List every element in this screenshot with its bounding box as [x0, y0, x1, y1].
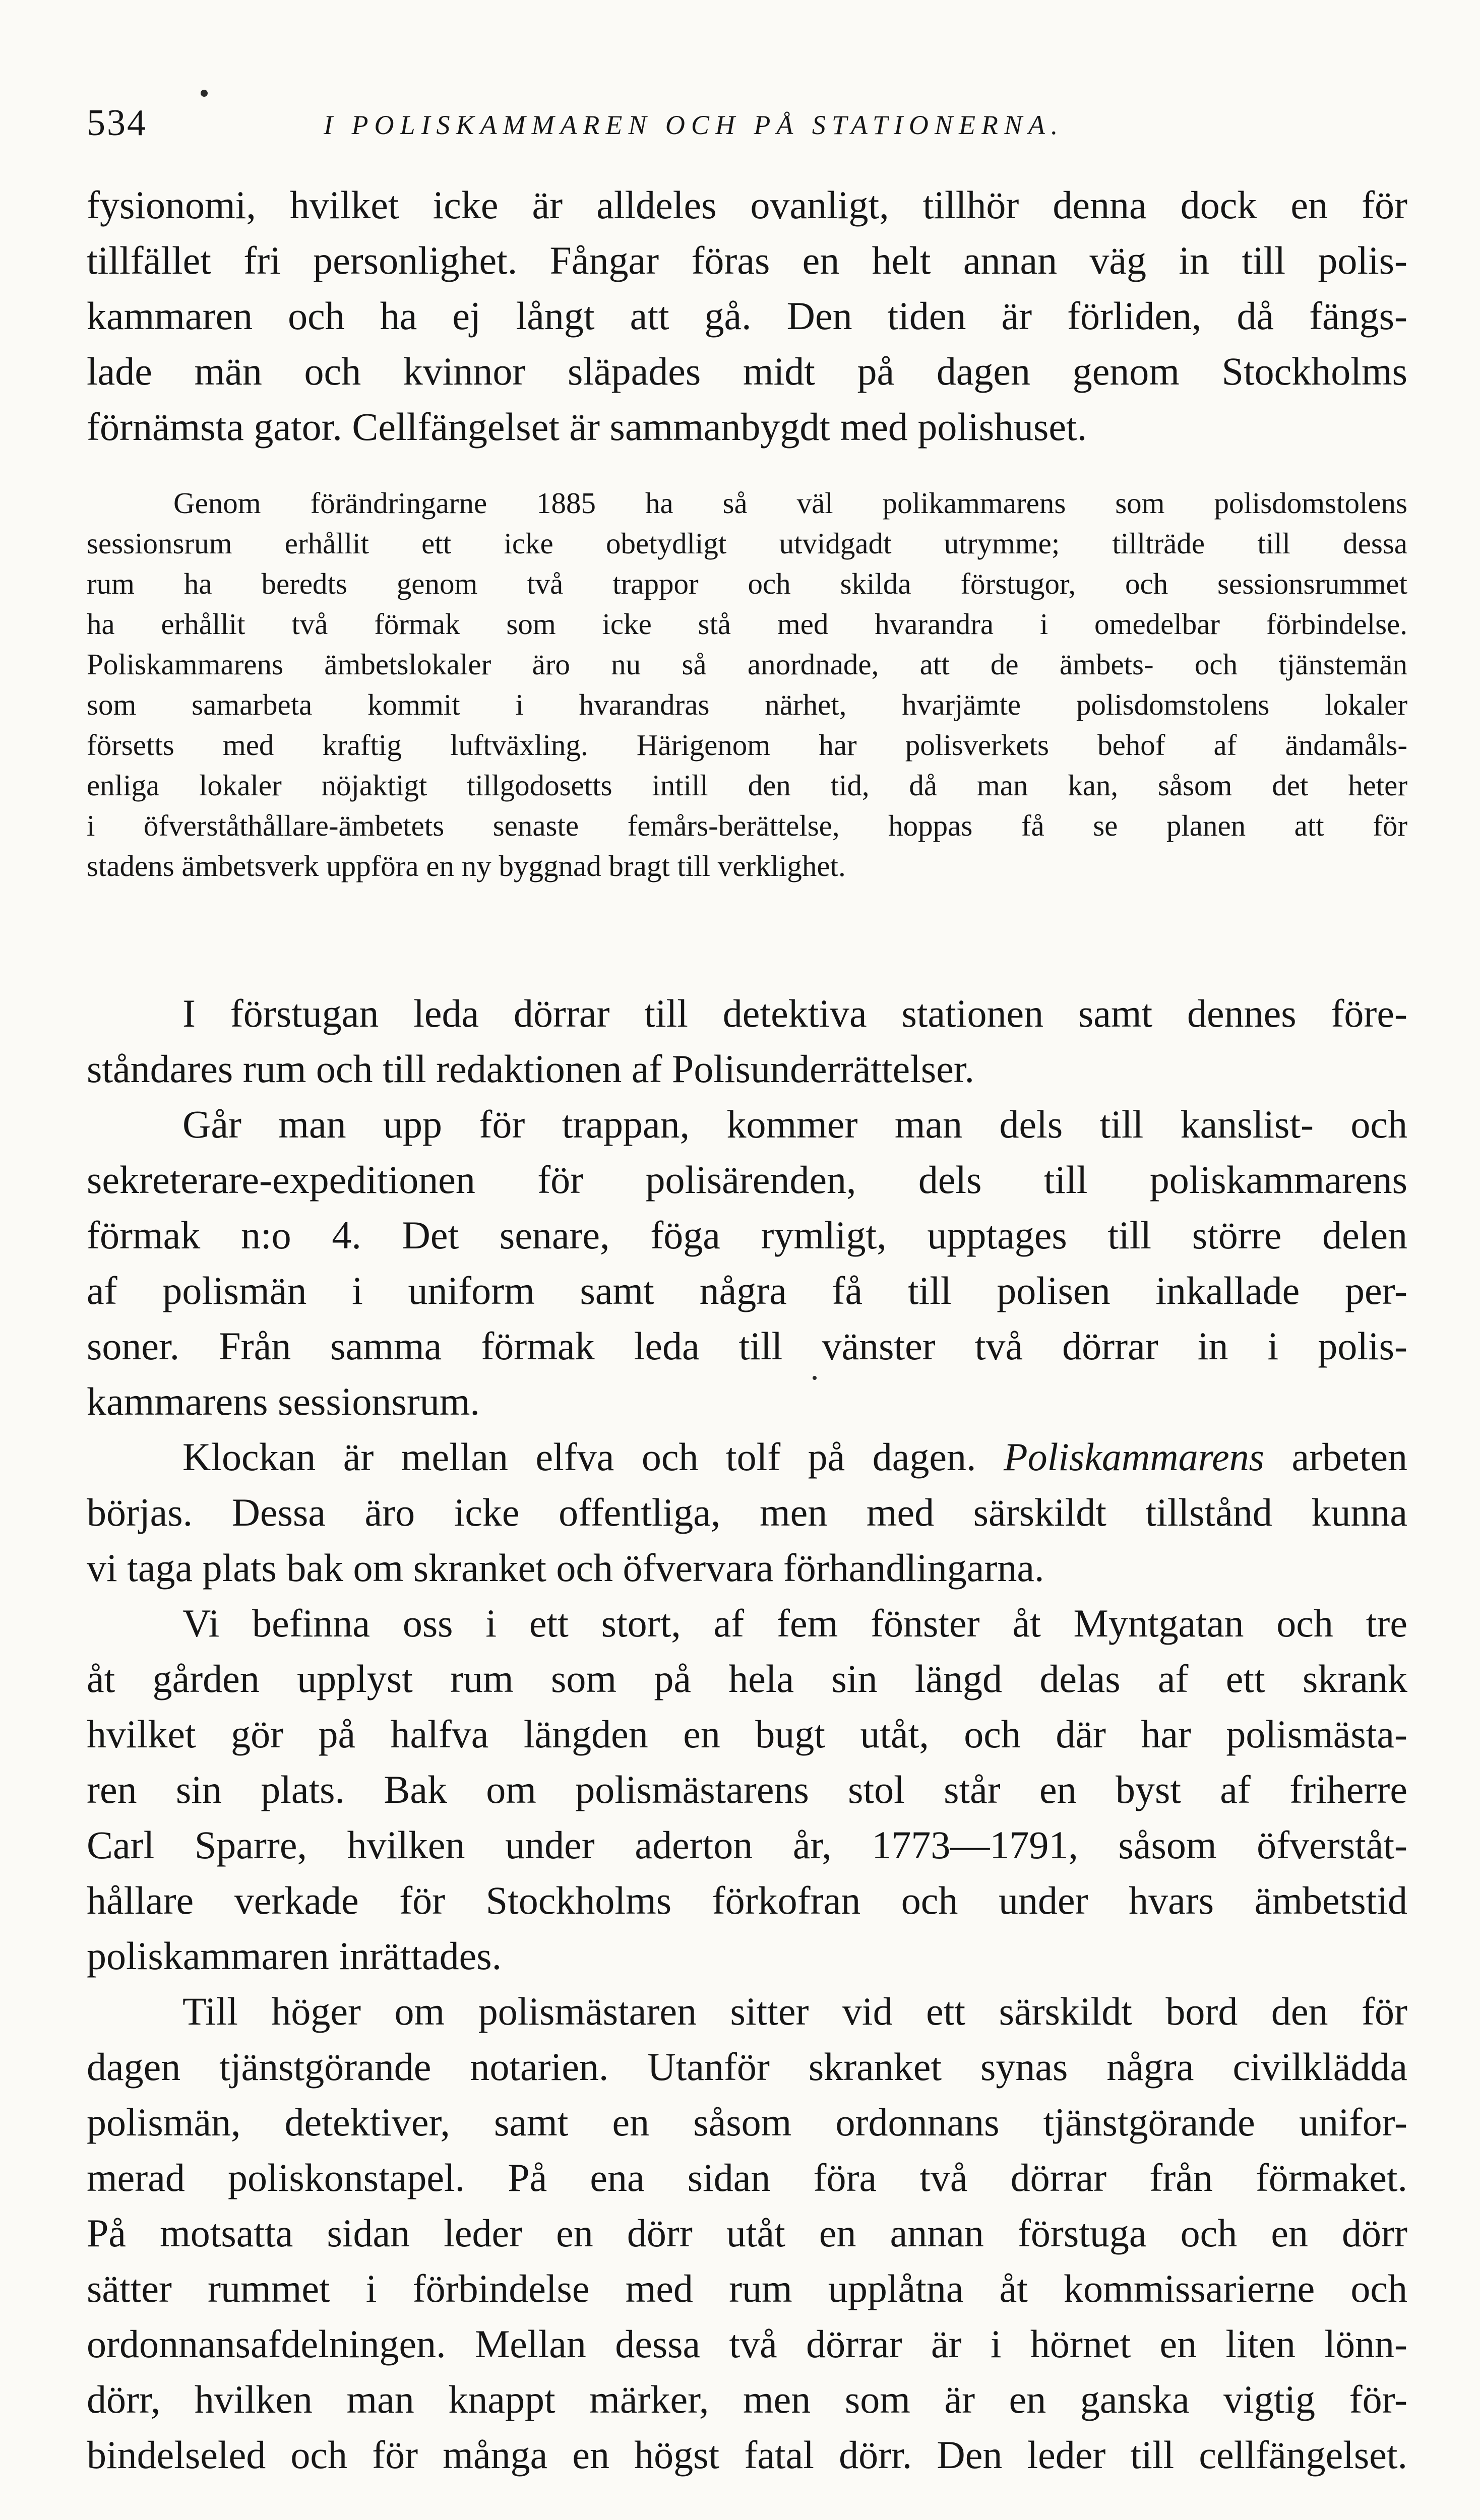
body-line: bindelseled och för många en högst fatal dörr. Den leder till cellfängelset. [87, 2433, 1407, 2477]
note-line: Poliskammarens ämbetslokaler äro nu så anordnade, att de ämbets- och tjänstemän [87, 648, 1407, 681]
page-header [87, 99, 1407, 147]
running-title: I POLISKAMMAREN OCH PÅ STATIONERNA. [324, 110, 1064, 140]
body-line: börjas. Dessa äro icke offentliga, men med särskildt tillstånd kunna [87, 1490, 1407, 1534]
body-line: Vi befinna oss i ett stort, af fem fönster åt Myntgatan och tre [182, 1601, 1407, 1645]
body-line: merad poliskonstapel. På ena sidan föra två dörrar från förmaket. [87, 2156, 1407, 2199]
note-line: Genom förändringarne 1885 ha så väl polikammarens som polisdomstolens [173, 486, 1407, 520]
note-line: rum ha beredts genom två trappor och skilda förstugor, och sessionsrummet [87, 567, 1407, 600]
body-line: dörr, hvilken man knappt märker, men som är en ganska vigtig för- [87, 2377, 1407, 2421]
body-line: lade män och kvinnor släpades midt på dagen genom Stockholms [87, 349, 1407, 393]
body-line: polismän, detektiver, samt en såsom ordonnans tjänstgörande unifor- [87, 2100, 1407, 2144]
body-line: hållare verkade för Stockholms förkofran och under hvars ämbetstid [87, 1878, 1407, 1922]
body-line: kammaren och ha ej långt att gå. Den tiden är förliden, då fängs- [87, 294, 1407, 338]
body-line: soner. Från samma förmak leda till vänster två dörrar in i polis- [87, 1324, 1407, 1368]
page-number: 534 [87, 102, 147, 144]
note-line: sessionsrum erhållit ett icke obetydligt utvidgadt utrymme; tillträde till dessa [87, 527, 1407, 560]
body-line: Går man upp för trappan, kommer man dels till kanslist- och [182, 1102, 1407, 1146]
body-line: vi taga plats bak om skranket och öfvervara förhandlingarna. [87, 1546, 1044, 1590]
body-line: ståndares rum och till redaktionen af Polisunderrättelser. [87, 1047, 974, 1091]
body-line: fysionomi, hvilket icke är alldeles ovanligt, tillhör denna dock en för [87, 183, 1407, 227]
body-line: sätter rummet i förbindelse med rum upplåtna åt kommissarierne och [87, 2266, 1407, 2310]
body-line: I förstugan leda dörrar till detektiva stationen samt dennes före- [182, 991, 1407, 1035]
italic-text: Poliskammarens [1003, 1435, 1265, 1479]
body-line: förmak n:o 4. Det senare, föga rymligt, upptages till större delen [87, 1213, 1407, 1257]
body-line: sekreterare-expeditionen för polisärenden, dels till poliskammarens [87, 1158, 1407, 1202]
text-run: arbeten [1264, 1435, 1407, 1479]
body-line: hvilket gör på halfva längden en bugt utåt, och där har polismästa- [87, 1712, 1407, 1756]
body-line: af polismän i uniform samt några få till polisen inkallade per- [87, 1269, 1407, 1312]
body-line: tillfället fri personlighet. Fångar föras en helt annan väg in till polis- [87, 238, 1407, 282]
body-line: kammarens sessionsrum. [87, 1379, 480, 1423]
body-line [182, 1429, 1407, 1485]
note-line: som samarbeta kommit i hvarandras närhet, hvarjämte polisdomstolens lokaler [87, 688, 1407, 721]
ink-speck [201, 90, 208, 97]
body-line: Till höger om polismästaren sitter vid ett särskildt bord den för [182, 1989, 1407, 2033]
body-line: poliskammaren inrättades. [87, 1934, 502, 1978]
body-line: ren sin plats. Bak om polismästarens stol står en byst af friherre [87, 1768, 1407, 1811]
note-line: stadens ämbetsverk uppföra en ny byggnad bragt till verklighet. [87, 849, 846, 883]
note-line: ha erhållit två förmak som icke stå med hvarandra i omedelbar förbindelse. [87, 607, 1407, 641]
body-line: förnämsta gator. Cellfängelset är sammanbygdt med polishuset. [87, 405, 1087, 449]
note-line: enliga lokaler nöjaktigt tillgodosetts intill den tid, då man kan, såsom det heter [87, 769, 1407, 802]
body-line: dagen tjänstgörande notarien. Utanför skranket synas några civilklädda [87, 2045, 1407, 2089]
note-line: i öfverståthållare-ämbetets senaste femårs-berättelse, hoppas få se planen att för [87, 809, 1407, 842]
body-line: På motsatta sidan leder en dörr utåt en annan förstuga och en dörr [87, 2211, 1407, 2255]
text-run: Klockan är mellan elfva och tolf på dagen. [182, 1435, 1004, 1479]
ink-speck [813, 1376, 817, 1380]
body-line: Carl Sparre, hvilken under aderton år, 1773—1791, såsom öfverståt- [87, 1823, 1407, 1867]
body-line: åt gården upplyst rum som på hela sin längd delas af ett skrank [87, 1657, 1407, 1700]
body-line: ordonnansafdelningen. Mellan dessa två dörrar är i hörnet en liten lönn- [87, 2322, 1407, 2366]
note-line: försetts med kraftig luftväxling. Härigenom har polisverkets behof af ändamåls- [87, 728, 1407, 762]
